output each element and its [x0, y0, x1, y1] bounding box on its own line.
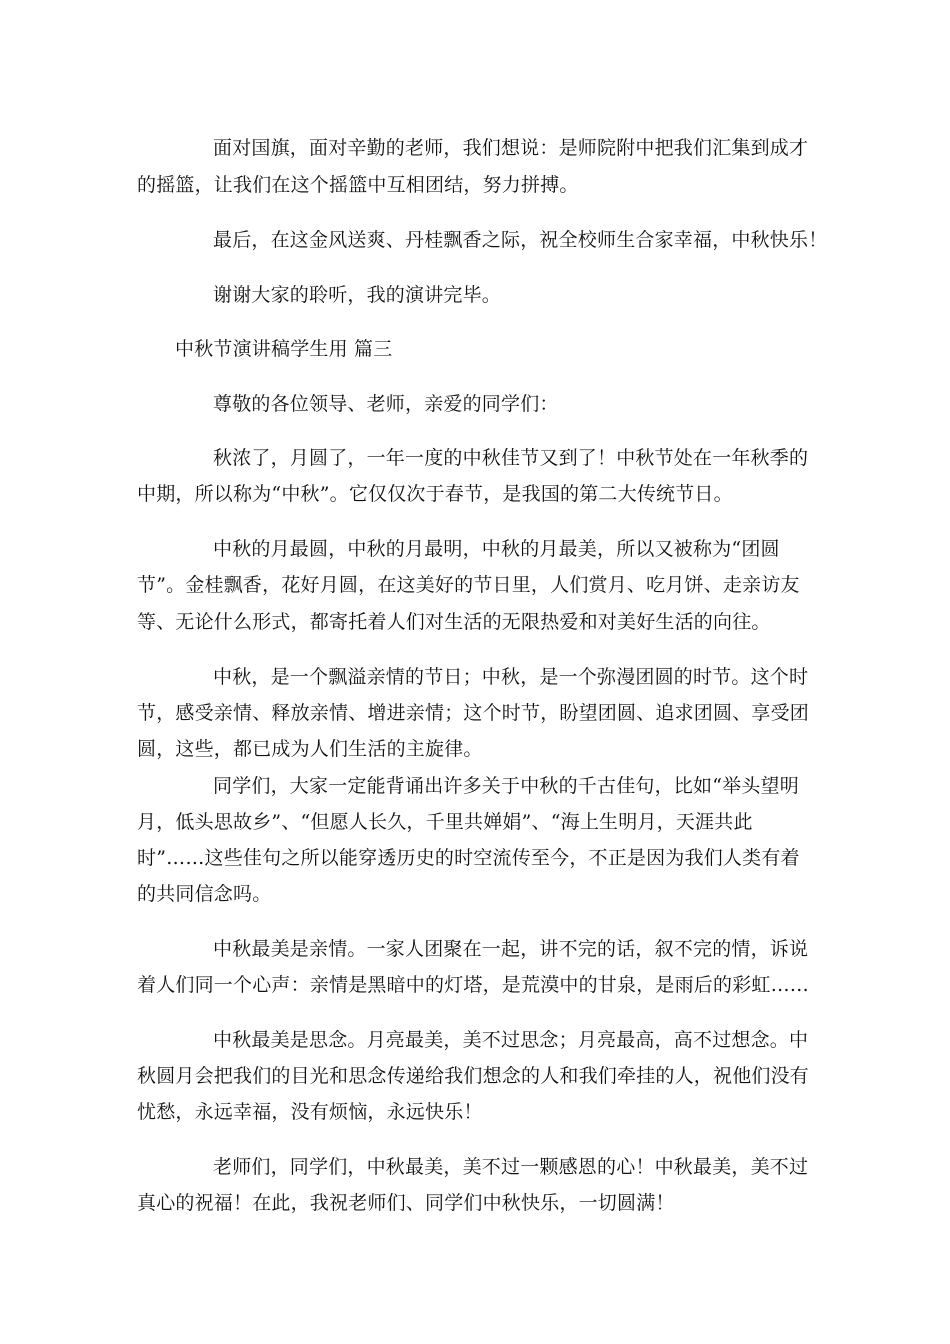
text-line: 忧愁，永远幸福，没有烦恼，永远快乐！ — [137, 1101, 483, 1123]
text-line: 最后，在这金风送爽、丹桂飘香之际，祝全校师生合家幸福，中秋快乐！ — [213, 229, 828, 251]
text-line: 中秋最美是亲情。一家人团聚在一起，讲不完的话，叙不完的情，诉说 — [213, 938, 809, 960]
text-line: 着人们同一个心声：亲情是黑暗中的灯塔，是荒漠中的甘泉，是雨后的彩虹…… — [137, 974, 810, 996]
section-heading: 中秋节演讲稿学生用 篇三 — [175, 338, 393, 360]
text-line: 月，低头思故乡”、“但愿人长久，千里共婵娟”、“海上生明月，天涯共此 — [137, 811, 753, 833]
text-line: 的摇篮，让我们在这个摇篮中互相团结，努力拼搏。 — [137, 174, 579, 196]
text-line: 等、无论什么形式，都寄托着人们对生活的无限热爱和对美好生活的向往。 — [137, 611, 771, 633]
text-line: 时”……这些佳句之所以能穿透历史的时空流传至今，不正是因为我们人类有着 — [137, 847, 800, 869]
text-line: 中期，所以称为“中秋”。它仅仅次于春节，是我国的第二大传统节日。 — [137, 483, 733, 505]
text-line: 秋浓了，月圆了，一年一度的中秋佳节又到了！中秋节处在一年秋季的 — [213, 447, 809, 469]
text-line: 的共同信念吗。 — [137, 883, 272, 905]
text-line: 节，感受亲情、释放亲情、增进亲情；这个时节，盼望团圆、追求团圆、享受团 — [137, 702, 810, 724]
text-line: 老师们，同学们，中秋最美，美不过一颗感恩的心！中秋最美，美不过 — [213, 1156, 809, 1178]
text-line: 真心的祝福！在此，我祝老师们、同学们中秋快乐，一切圆满！ — [137, 1192, 675, 1214]
text-line: 节”。金桂飘香，花好月圆，在这美好的节日里，人们赏月、吃月饼、走亲访友 — [137, 574, 800, 596]
text-line: 中秋，是一个飘溢亲情的节日；中秋，是一个弥漫团圆的时节。这个时 — [213, 666, 809, 688]
text-line: 面对国旗，面对辛勤的老师，我们想说：是师院附中把我们汇集到成才 — [213, 137, 809, 159]
text-line: 尊敬的各位领导、老师，亲爱的同学们： — [213, 393, 559, 415]
text-line: 同学们，大家一定能背诵出许多关于中秋的千古佳句，比如“举头望明 — [213, 775, 799, 797]
text-line: 中秋最美是思念。月亮最美，美不过思念；月亮最高，高不过想念。中 — [213, 1029, 809, 1051]
text-line: 圆，这些，都已成为人们生活的主旋律。 — [137, 738, 483, 760]
text-line: 谢谢大家的聆听，我的演讲完毕。 — [213, 284, 502, 306]
text-line: 秋圆月会把我们的目光和思念传递给我们想念的人和我们牵挂的人，祝他们没有 — [137, 1065, 810, 1087]
text-line: 中秋的月最圆，中秋的月最明，中秋的月最美，所以又被称为“团圆 — [213, 538, 780, 560]
